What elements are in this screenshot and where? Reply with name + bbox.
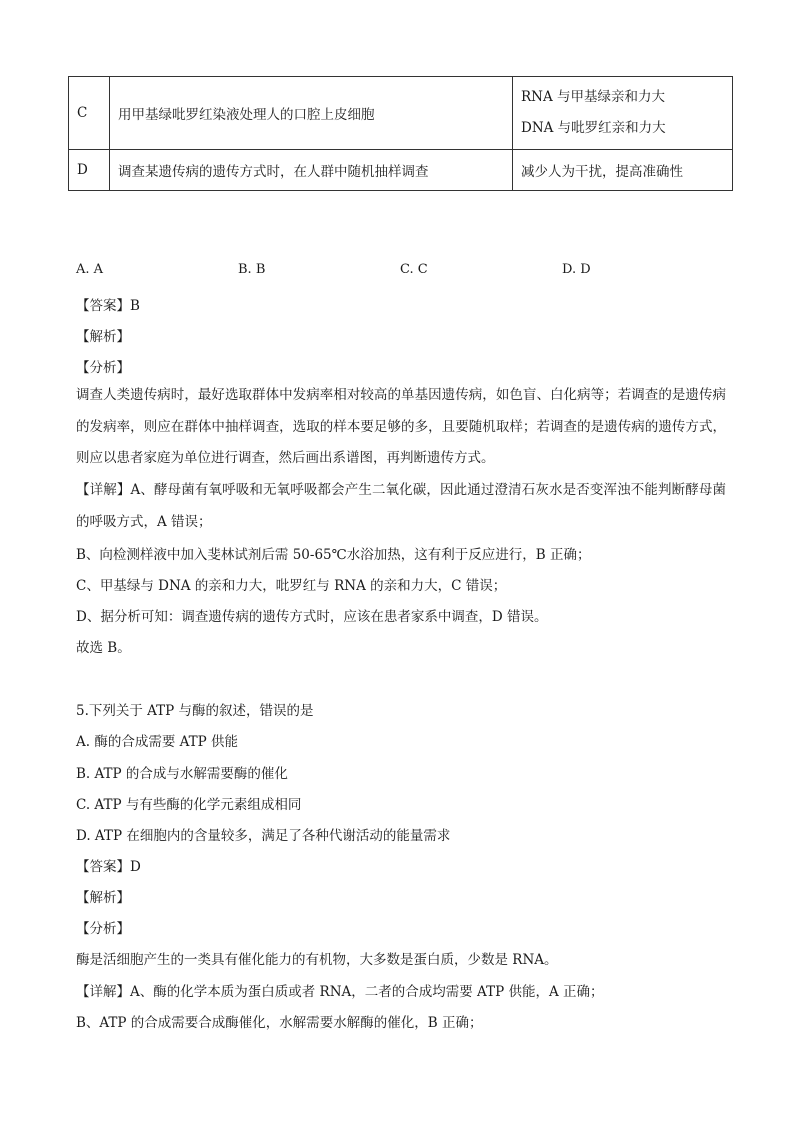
q5-detail-b: B、ATP 的合成需要合成酶催化，水解需要水解酶的催化，B 正确；: [76, 1015, 483, 1031]
row-reason: 减少人为干扰，提高准确性: [513, 150, 733, 191]
q5-answer: 【答案】D: [76, 859, 141, 875]
q4-jiexi-heading: 【解析】: [76, 329, 130, 345]
q5-option-a: A. 酶的合成需要 ATP 供能: [76, 734, 239, 750]
table-row: [69, 77, 733, 150]
q5-fenxi-heading: 【分析】: [76, 921, 130, 937]
q5-option-d: D. ATP 在细胞内的含量较多，满足了各种代谢活动的能量需求: [76, 828, 451, 844]
q4-option-d: D. D: [562, 262, 591, 277]
q5-analysis: 酶是活细胞产生的一类具有催化能力的有机物，大多数是蛋白质，少数是 RNA。: [76, 952, 558, 968]
row-label: C: [69, 77, 110, 150]
q4-detail-d: D、据分析可知：调查遗传病的遗传方式时，应该在患者家系中调查，D 错误。: [76, 609, 548, 625]
options-table: [68, 76, 733, 191]
q4-fenxi-heading: 【分析】: [76, 360, 130, 376]
q5-option-c: C. ATP 与有些酶的化学元素组成相同: [76, 797, 302, 813]
row-method: 调查某遗传病的遗传方式时，在人群中随机抽样调查: [110, 150, 513, 191]
row-reason: [513, 77, 733, 150]
row-label: D: [69, 150, 110, 191]
q4-conclusion: 故选 B。: [76, 640, 131, 656]
row-method: 用甲基绿吡罗红染液处理人的口腔上皮细胞: [110, 77, 513, 150]
q4-detail-a: 【详解】A、酵母菌有氧呼吸和无氧呼吸都会产生二氧化碳，因此通过澄清石灰水是否变浑浊不能判断酵母菌的呼吸方式，A 错误；: [76, 482, 726, 530]
q4-option-c: C. C: [400, 262, 428, 277]
q4-option-b: B. B: [238, 262, 266, 277]
table-row: [69, 150, 733, 191]
q4-detail-c: C、甲基绿与 DNA 的亲和力大，吡罗红与 RNA 的亲和力大，C 错误；: [76, 578, 507, 594]
q4-analysis: 调查人类遗传病时，最好选取群体中发病率相对较高的单基因遗传病，如色盲、白化病等；若调查的是遗传病的发病率，则应在群体中抽样调查，选取的样本要足够的多，且要随机取样；若调查的是遗传病的遗传方式，则应以患者家庭为单位进行调查，然后画出系谱图，再判断遗传方式。: [76, 387, 726, 466]
reason-line: RNA 与甲基绿亲和力大: [521, 89, 666, 105]
q5-detail-a: 【详解】A、酶的化学本质为蛋白质或者 RNA，二者的合成均需要 ATP 供能，A 正确；: [76, 984, 604, 1000]
q4-detail-b: B、向检测样液中加入斐林试剂后需 50-65℃水浴加热，这有利于反应进行，B 正确；: [76, 547, 591, 563]
q5-jiexi-heading: 【解析】: [76, 890, 130, 906]
q4-answer: 【答案】B: [76, 298, 140, 314]
reason-line: DNA 与吡罗红亲和力大: [521, 120, 666, 136]
q5-stem: 5.下列关于 ATP 与酶的叙述，错误的是: [76, 703, 314, 719]
q4-options: [76, 262, 736, 282]
q5-option-b: B. ATP 的合成与水解需要酶的催化: [76, 766, 288, 782]
q4-option-a: A. A: [76, 262, 104, 277]
